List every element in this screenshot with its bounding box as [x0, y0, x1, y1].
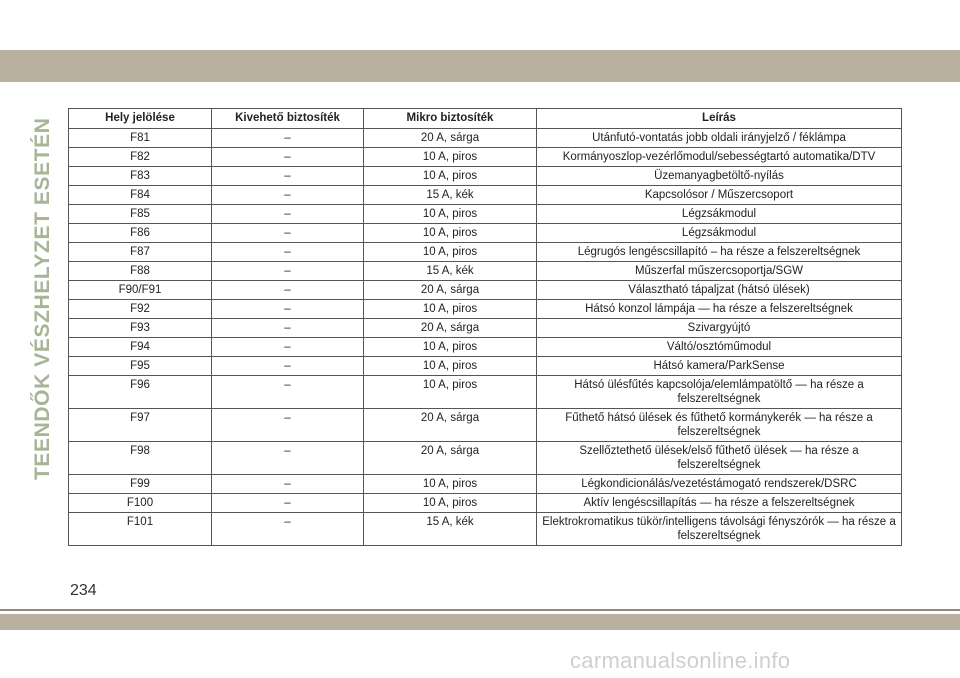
table-row — [69, 442, 902, 475]
cell-cartridge-fuse: – — [212, 186, 364, 205]
cell-location: F85 — [69, 205, 212, 224]
cell-cartridge-fuse: – — [212, 319, 364, 338]
section-side-title: TEENDŐK VÉSZHELYZET ESETÉN — [31, 117, 54, 480]
cell-cartridge-fuse: – — [212, 513, 364, 546]
table-row — [69, 148, 902, 167]
cell-micro-fuse: 15 A, kék — [364, 186, 537, 205]
cell-location: F93 — [69, 319, 212, 338]
table-row — [69, 262, 902, 281]
cell-micro-fuse: 10 A, piros — [364, 300, 537, 319]
cell-cartridge-fuse: – — [212, 243, 364, 262]
cell-micro-fuse: 10 A, piros — [364, 475, 537, 494]
cell-description: Szellőztethető ülések/első fűthető ülések — ha része a felszereltségnek — [537, 442, 902, 475]
header-micro-fuse: Mikro biztosíték — [364, 109, 537, 129]
table-row — [69, 319, 902, 338]
table-header-row — [69, 109, 902, 129]
cell-cartridge-fuse: – — [212, 494, 364, 513]
cell-location: F99 — [69, 475, 212, 494]
cell-description: Légkondicionálás/vezetéstámogató rendszerek/DSRC — [537, 475, 902, 494]
table-row — [69, 281, 902, 300]
cell-cartridge-fuse: – — [212, 376, 364, 409]
table-row — [69, 243, 902, 262]
cell-description: Üzemanyagbetöltő-nyílás — [537, 167, 902, 186]
cell-location: F94 — [69, 338, 212, 357]
cell-micro-fuse: 15 A, kék — [364, 513, 537, 546]
cell-description: Elektrokromatikus tükör/intelligens távolsági fényszórók — ha része a felszereltségnek — [537, 513, 902, 546]
bottom-divider-line — [0, 609, 960, 611]
header-location: Hely jelölése — [69, 109, 212, 129]
cell-description: Utánfutó-vontatás jobb oldali irányjelző / féklámpa — [537, 129, 902, 148]
cell-micro-fuse: 20 A, sárga — [364, 442, 537, 475]
cell-description: Aktív lengéscsillapítás — ha része a felszereltségnek — [537, 494, 902, 513]
cell-micro-fuse: 15 A, kék — [364, 262, 537, 281]
cell-cartridge-fuse: – — [212, 205, 364, 224]
top-decorative-band — [0, 50, 960, 82]
cell-description: Hátsó konzol lámpája — ha része a felszereltségnek — [537, 300, 902, 319]
cell-description: Fűthető hátsó ülések és fűthető kormánykerék — ha része a felszereltségnek — [537, 409, 902, 442]
cell-location: F97 — [69, 409, 212, 442]
table-row — [69, 494, 902, 513]
cell-micro-fuse: 10 A, piros — [364, 243, 537, 262]
cell-micro-fuse: 10 A, piros — [364, 376, 537, 409]
table-row — [69, 205, 902, 224]
cell-micro-fuse: 10 A, piros — [364, 338, 537, 357]
cell-location: F84 — [69, 186, 212, 205]
cell-description: Légzsákmodul — [537, 224, 902, 243]
cell-micro-fuse: 20 A, sárga — [364, 129, 537, 148]
fuse-table-body — [69, 129, 902, 546]
cell-cartridge-fuse: – — [212, 357, 364, 376]
table-row — [69, 300, 902, 319]
table-row — [69, 357, 902, 376]
cell-description: Hátsó ülésfűtés kapcsolója/elemlámpatöltő — ha része a felszereltségnek — [537, 376, 902, 409]
cell-location: F90/F91 — [69, 281, 212, 300]
page-number: 234 — [70, 582, 97, 599]
cell-micro-fuse: 20 A, sárga — [364, 319, 537, 338]
cell-micro-fuse: 10 A, piros — [364, 205, 537, 224]
cell-micro-fuse: 20 A, sárga — [364, 409, 537, 442]
cell-cartridge-fuse: – — [212, 129, 364, 148]
cell-location: F92 — [69, 300, 212, 319]
fuse-table — [68, 108, 902, 546]
cell-micro-fuse: 10 A, piros — [364, 148, 537, 167]
cell-cartridge-fuse: – — [212, 148, 364, 167]
cell-micro-fuse: 10 A, piros — [364, 494, 537, 513]
cell-description: Szivargyújtó — [537, 319, 902, 338]
cell-description: Műszerfal műszercsoportja/SGW — [537, 262, 902, 281]
cell-micro-fuse: 10 A, piros — [364, 224, 537, 243]
header-cartridge-fuse: Kivehető biztosíték — [212, 109, 364, 129]
cell-cartridge-fuse: – — [212, 167, 364, 186]
cell-description: Váltó/osztóműmodul — [537, 338, 902, 357]
cell-location: F81 — [69, 129, 212, 148]
cell-cartridge-fuse: – — [212, 300, 364, 319]
cell-location: F96 — [69, 376, 212, 409]
cell-location: F95 — [69, 357, 212, 376]
cell-cartridge-fuse: – — [212, 262, 364, 281]
cell-location: F86 — [69, 224, 212, 243]
cell-cartridge-fuse: – — [212, 475, 364, 494]
cell-description: Légrugós lengéscsillapító – ha része a felszereltségnek — [537, 243, 902, 262]
table-row — [69, 409, 902, 442]
cell-description: Hátsó kamera/ParkSense — [537, 357, 902, 376]
table-row — [69, 376, 902, 409]
cell-cartridge-fuse: – — [212, 442, 364, 475]
table-row — [69, 167, 902, 186]
cell-location: F101 — [69, 513, 212, 546]
table-row — [69, 513, 902, 546]
cell-location: F82 — [69, 148, 212, 167]
cell-location: F100 — [69, 494, 212, 513]
bottom-decorative-band — [0, 614, 960, 630]
table-row — [69, 224, 902, 243]
header-description: Leírás — [537, 109, 902, 129]
cell-cartridge-fuse: – — [212, 409, 364, 442]
cell-micro-fuse: 10 A, piros — [364, 357, 537, 376]
cell-location: F88 — [69, 262, 212, 281]
cell-micro-fuse: 20 A, sárga — [364, 281, 537, 300]
cell-cartridge-fuse: – — [212, 338, 364, 357]
watermark-text: carmanualsonline.info — [570, 648, 791, 673]
cell-description: Kormányoszlop-vezérlőmodul/sebességtartó automatika/DTV — [537, 148, 902, 167]
cell-location: F98 — [69, 442, 212, 475]
table-row — [69, 338, 902, 357]
table-row — [69, 186, 902, 205]
cell-micro-fuse: 10 A, piros — [364, 167, 537, 186]
cell-description: Légzsákmodul — [537, 205, 902, 224]
cell-description: Kapcsolósor / Műszercsoport — [537, 186, 902, 205]
cell-cartridge-fuse: – — [212, 224, 364, 243]
cell-cartridge-fuse: – — [212, 281, 364, 300]
cell-location: F87 — [69, 243, 212, 262]
cell-location: F83 — [69, 167, 212, 186]
table-row — [69, 475, 902, 494]
table-row — [69, 129, 902, 148]
cell-description: Választható tápaljzat (hátsó ülések) — [537, 281, 902, 300]
